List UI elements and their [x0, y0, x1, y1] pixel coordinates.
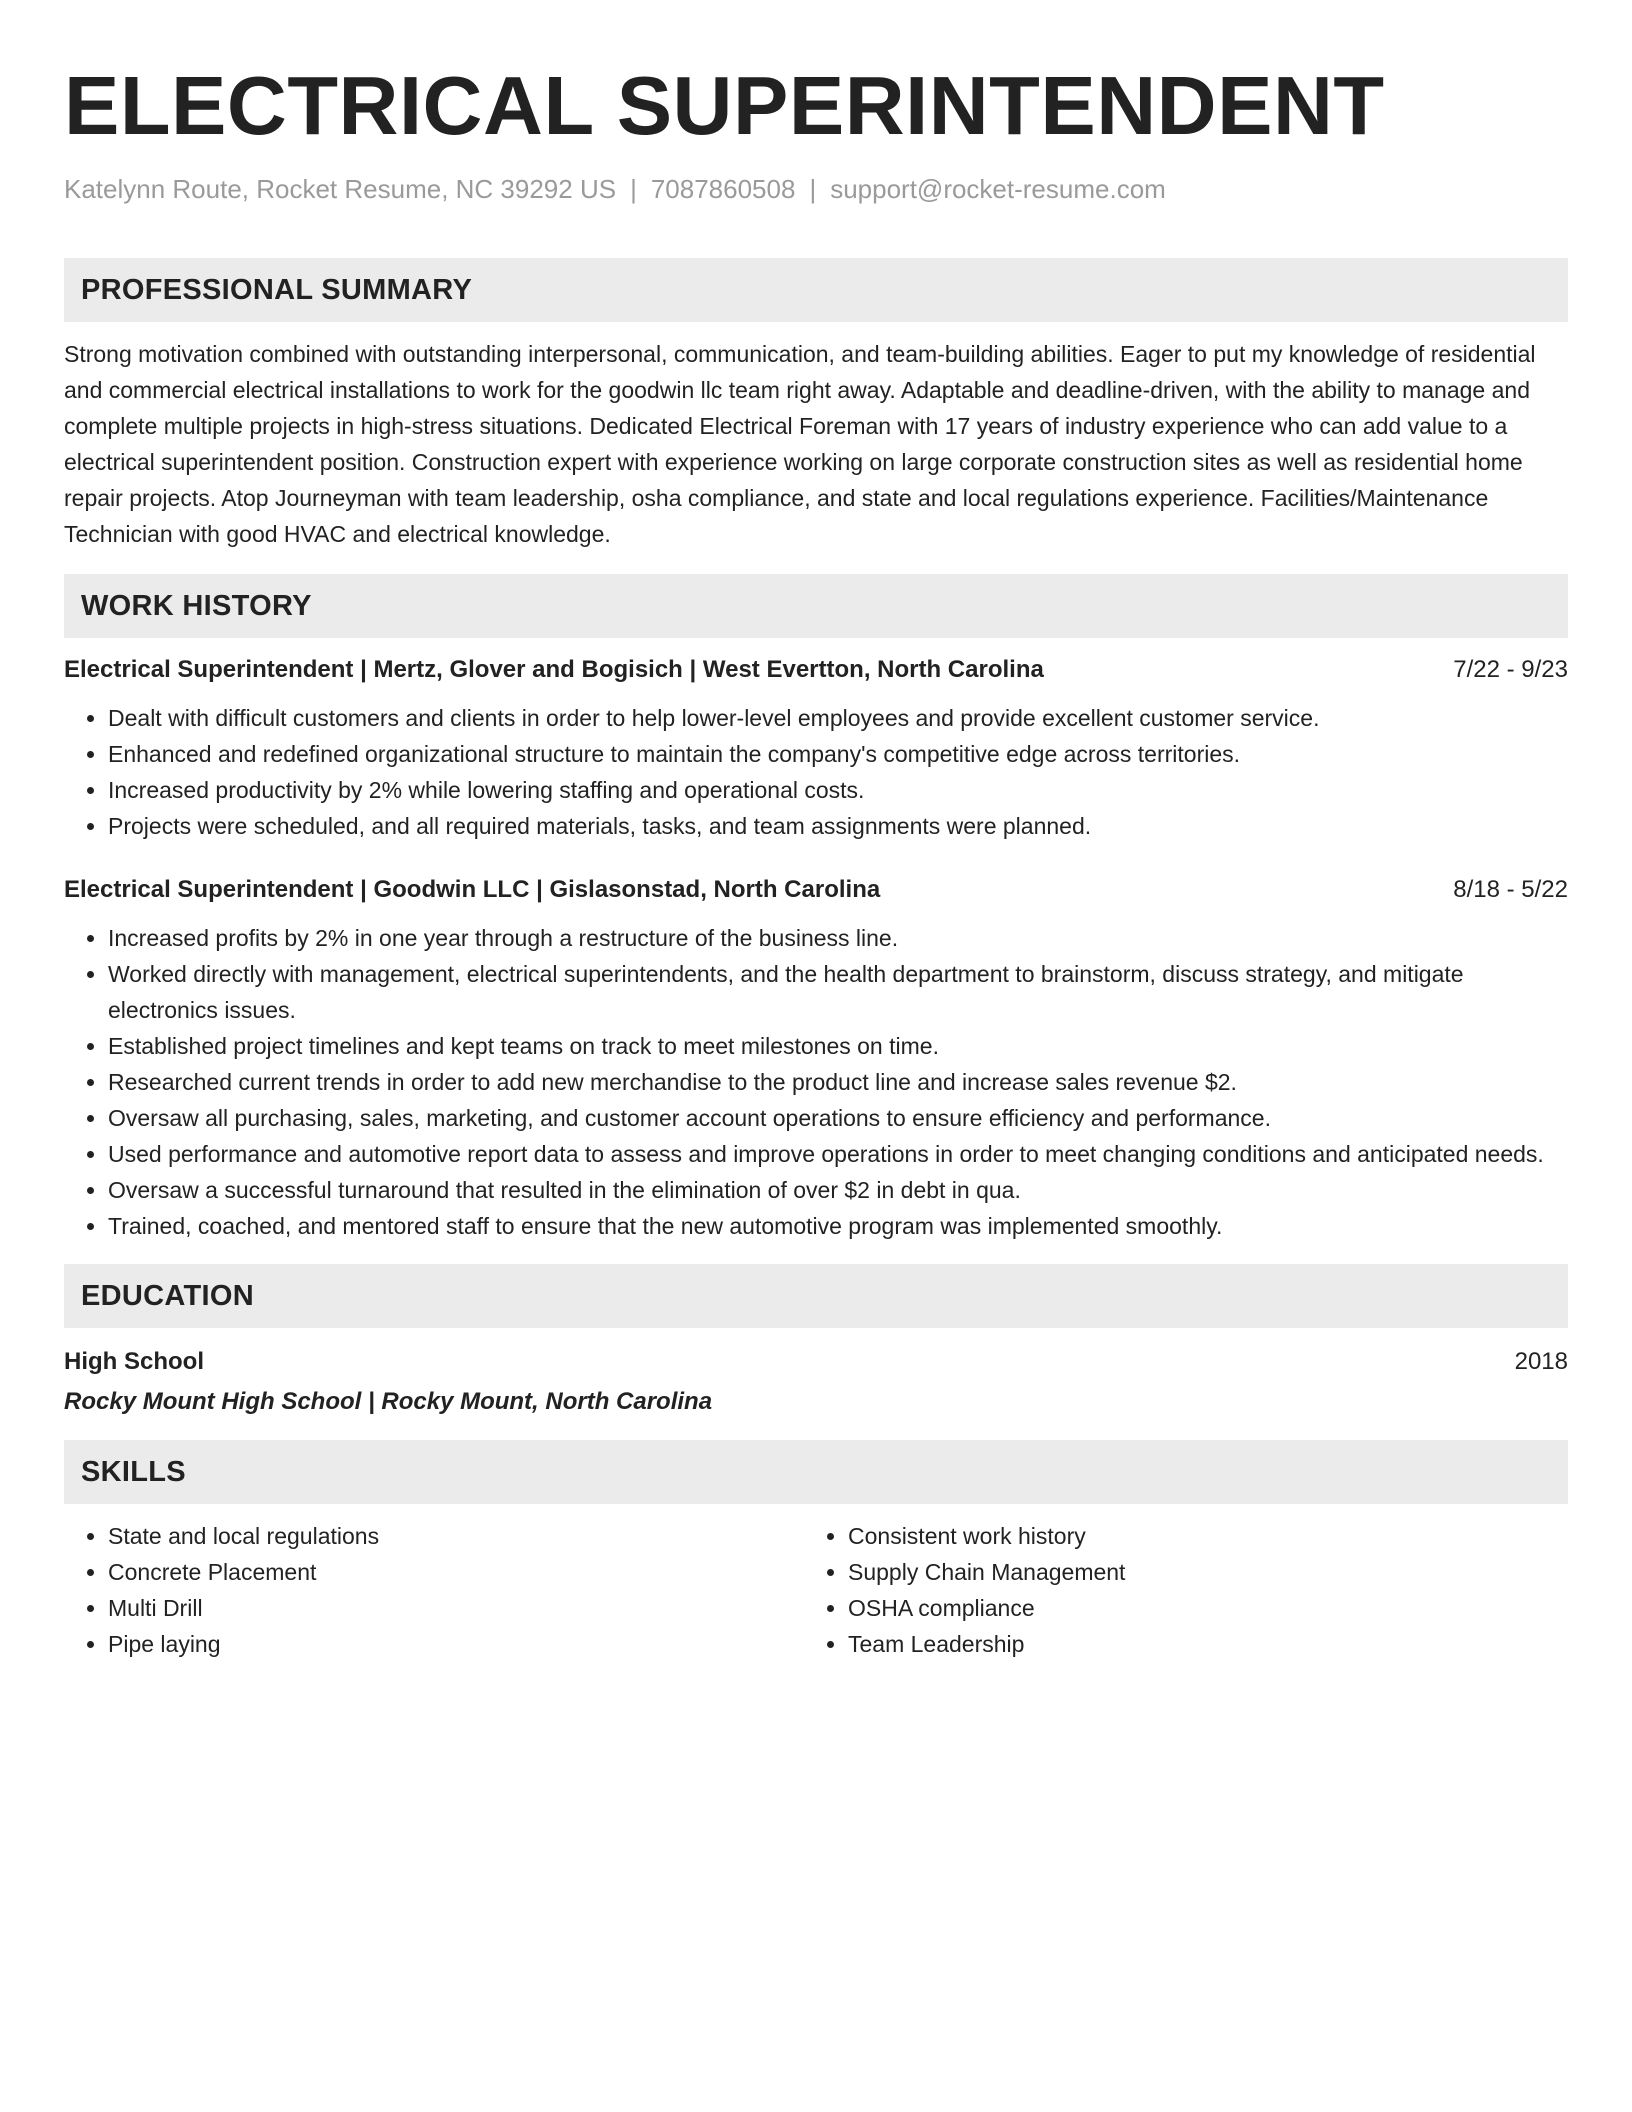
contact-email: support@rocket-resume.com: [830, 174, 1166, 204]
skill-item: • OSHA compliance: [848, 1590, 1544, 1626]
job-dates: 7/22 - 9/23: [1453, 656, 1568, 683]
job-title: Electrical Superintendent | Mertz, Glover and Bogisich | West Evertton, North Carolina: [64, 656, 1044, 683]
job-bullet: • Increased profits by 2% in one year through a restructure of the business line.: [108, 920, 1568, 956]
job-bullet: • Trained, coached, and mentored staff to ensure that the new automotive program was implemented smoothly.: [108, 1208, 1568, 1244]
education-degree: High School: [64, 1348, 204, 1375]
job-bullet: • Dealt with difficult customers and clients in order to help lower-level employees and provide excellent customer service.: [108, 700, 1568, 736]
contact-phone: 7087860508: [650, 174, 796, 204]
job-bullet: • Projects were scheduled, and all required materials, tasks, and team assignments were planned.: [108, 808, 1568, 844]
section-header-work-history: WORK HISTORY: [64, 574, 1568, 638]
skills-column-right: [804, 1518, 1544, 1662]
skill-item: • Consistent work history: [848, 1518, 1544, 1554]
job-entry: [64, 874, 1568, 1244]
job-bullet: • Increased productivity by 2% while lowering staffing and operational costs.: [108, 772, 1568, 808]
job-bullets: [64, 920, 1568, 1244]
job-entry: [64, 654, 1568, 844]
skill-item: • Supply Chain Management: [848, 1554, 1544, 1590]
contact-address: Katelynn Route, Rocket Resume, NC 39292 US: [64, 174, 617, 204]
job-bullet: • Enhanced and redefined organizational structure to maintain the company's competitive edge across territories.: [108, 736, 1568, 772]
section-header-skills: SKILLS: [64, 1440, 1568, 1504]
job-title: Electrical Superintendent | Goodwin LLC | Gislasonstad, North Carolina: [64, 876, 881, 903]
section-header-education: EDUCATION: [64, 1264, 1568, 1328]
job-bullet: • Researched current trends in order to add new merchandise to the product line and increase sales revenue $2.: [108, 1064, 1568, 1100]
skill-item: • Multi Drill: [108, 1590, 804, 1626]
job-header: [64, 654, 1568, 686]
job-header: [64, 874, 1568, 906]
section-header-summary: PROFESSIONAL SUMMARY: [64, 258, 1568, 322]
skills-grid: [64, 1518, 1568, 1662]
skill-item: • Concrete Placement: [108, 1554, 804, 1590]
skill-item: • State and local regulations: [108, 1518, 804, 1554]
contact-line: [64, 172, 1568, 206]
education-school: Rocky Mount High School | Rocky Mount, North Carolina: [64, 1388, 713, 1415]
job-bullet: • Oversaw all purchasing, sales, marketing, and customer account operations to ensure efficiency and performance.: [108, 1100, 1568, 1136]
resume-page: [64, 0, 1568, 1662]
job-bullet: • Used performance and automotive report data to assess and improve operations in order to meet changing conditions and anticipated needs.: [108, 1136, 1568, 1172]
job-bullet: • Established project timelines and kept teams on track to meet milestones on time.: [108, 1028, 1568, 1064]
resume-title: ELECTRICAL SUPERINTENDENT: [64, 59, 1385, 152]
education-year: 2018: [1514, 1348, 1568, 1375]
skill-item: • Team Leadership: [848, 1626, 1544, 1662]
job-dates: 8/18 - 5/22: [1453, 876, 1568, 903]
education-entry: [64, 1346, 1568, 1378]
skill-item: • Pipe laying: [108, 1626, 804, 1662]
skills-list: [804, 1518, 1544, 1662]
job-bullet: • Oversaw a successful turnaround that resulted in the elimination of over $2 in debt in qua.: [108, 1172, 1568, 1208]
contact-separator: |: [809, 174, 817, 204]
skills-list: [64, 1518, 804, 1662]
skills-column-left: [64, 1518, 804, 1662]
job-bullets: [64, 700, 1568, 844]
contact-separator: |: [630, 174, 637, 204]
summary-text: Strong motivation combined with outstanding interpersonal, communication, and team-building abilities. Eager to put my knowledge of residential and commercial electrical installations to work for the goodwin llc team right away. Adaptable and deadline-driven, with the ability to manage and complete multiple projects in high-stress situations. Dedicated Electrical Foreman with 17 years of industry experience who can add value to a electrical superintendent position. Construction expert with experience working on large corporate construction sites as well as residential home repair projects. Atop Journeyman with team leadership, osha compliance, and state and local regulations experience. Facilities/Maintenance Technician with good HVAC and electrical knowledge.: [64, 341, 1536, 547]
job-bullet: • Worked directly with management, electrical superintendents, and the health department to brainstorm, discuss strategy, and mitigate electronics issues.: [108, 956, 1568, 1028]
